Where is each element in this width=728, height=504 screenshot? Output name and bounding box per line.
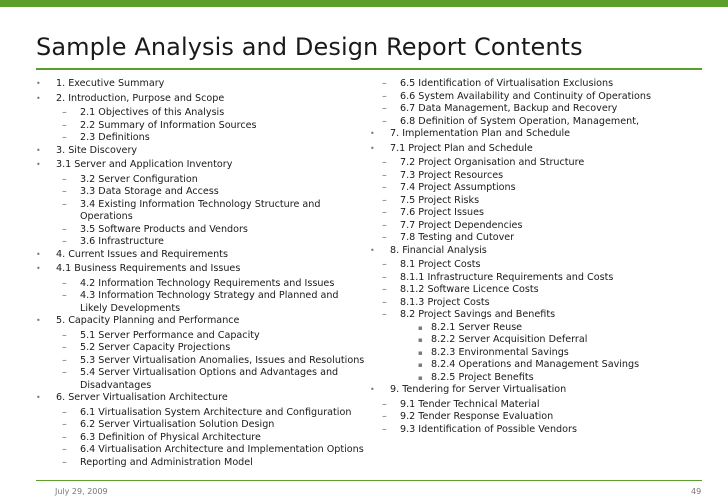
- square-bullet-icon: ▪: [418, 336, 423, 344]
- dash-icon: –: [62, 456, 67, 468]
- square-bullet-icon: ▪: [418, 348, 423, 357]
- toc-item-label: 6.6 System Availability and Continuity of Operations: [400, 90, 652, 102]
- page-number: 49: [691, 487, 702, 496]
- dash-icon: –: [382, 169, 387, 181]
- toc-item-label: 5.4 Server Virtualisation Options and Advantages and Disadvantages: [80, 367, 339, 391]
- bullet-icon: •: [36, 316, 41, 325]
- toc-item-label: 8.1 Project Costs: [400, 259, 481, 270]
- toc-item-label: 9.1 Tender Technical Material: [400, 398, 540, 410]
- dash-icon: –: [62, 367, 67, 378]
- dash-icon: –: [62, 186, 67, 197]
- toc-item-label: 8.1.2 Software Licence Costs: [400, 284, 539, 295]
- toc-item-label: 8.2.2 Server Acquisition Deferral: [431, 334, 588, 345]
- toc-item: [370, 143, 710, 156]
- toc-item-label: 7.1 Project Plan and Schedule: [390, 142, 533, 154]
- toc-item-label: 8.2 Project Savings and Benefits: [400, 309, 556, 320]
- toc-item: [370, 245, 710, 258]
- toc-item: [36, 330, 366, 343]
- toc-item: [370, 334, 710, 347]
- toc-item: [36, 199, 366, 224]
- toc-item-label: 8.2.4 Operations and Management Savings: [431, 359, 640, 370]
- toc-item: [36, 263, 366, 276]
- toc-item: [36, 78, 366, 91]
- toc-item: [370, 309, 710, 322]
- toc-item: [370, 284, 710, 297]
- toc-item-label: 4. Current Issues and Requirements: [56, 248, 228, 260]
- toc-item-label: 4.1 Business Requirements and Issues: [56, 263, 241, 274]
- bullet-icon: •: [36, 93, 41, 103]
- toc-item-label: 5.1 Server Performance and Capacity: [80, 329, 260, 341]
- toc-item-label: 9.2 Tender Response Evaluation: [400, 411, 554, 422]
- toc-item: [36, 367, 366, 392]
- page-title: Sample Analysis and Design Report Contents: [36, 33, 583, 61]
- dash-icon: –: [382, 115, 387, 127]
- toc-item-label: 2.1 Objectives of this Analysis: [80, 107, 225, 118]
- toc-item-label: 6.2 Server Virtualisation Solution Design: [80, 419, 275, 430]
- dash-icon: –: [62, 173, 67, 185]
- toc-item: [36, 159, 366, 172]
- toc-item-label: 6.3 Definition of Physical Architecture: [80, 431, 261, 443]
- toc-item: [370, 116, 710, 129]
- toc-item: [36, 145, 366, 158]
- toc-item-label: 3.4 Existing Information Technology Structure and Operations: [80, 198, 321, 222]
- toc-item: [370, 424, 710, 437]
- square-bullet-icon: ▪: [418, 361, 423, 369]
- dash-icon: –: [62, 132, 67, 143]
- toc-item: [36, 355, 366, 368]
- dash-icon: –: [382, 90, 387, 102]
- toc-item: [36, 236, 366, 249]
- toc-item-label: 8.1.3 Project Costs: [400, 296, 490, 308]
- toc-item: [370, 207, 710, 220]
- toc-item: [370, 399, 710, 412]
- toc-item-label: 2.2 Summary of Information Sources: [80, 119, 257, 131]
- toc-item: [370, 272, 710, 285]
- toc-item-label: 6.1 Virtualisation System Architecture and Configuration: [80, 406, 352, 418]
- toc-item-label: 9.3 Identification of Possible Vendors: [400, 423, 577, 435]
- toc-item-label: 6. Server Virtualisation Architecture: [56, 392, 228, 403]
- bullet-icon: •: [36, 160, 41, 169]
- dash-icon: –: [382, 411, 387, 422]
- toc-item-label: 7.7 Project Dependencies: [400, 219, 523, 231]
- contents-column-left: [36, 78, 366, 469]
- toc-item: [370, 359, 710, 372]
- dash-icon: –: [382, 284, 387, 295]
- bullet-icon: •: [370, 129, 375, 138]
- toc-item: [370, 297, 710, 310]
- title-divider: [36, 68, 702, 70]
- toc-item-label: 6.5 Identification of Virtualisation Exclusions: [400, 78, 614, 89]
- dash-icon: –: [382, 398, 387, 410]
- toc-item-label: 8.2.5 Project Benefits: [431, 371, 534, 383]
- contents-column-right: [370, 78, 710, 436]
- toc-item: [370, 384, 710, 397]
- toc-item: [36, 457, 366, 470]
- toc-item-label: 7.6 Project Issues: [400, 207, 484, 218]
- toc-item: [36, 407, 366, 420]
- toc-item-label: 1. Executive Summary: [56, 78, 165, 89]
- toc-item: [370, 195, 710, 208]
- bullet-icon: •: [36, 249, 41, 259]
- toc-item: [370, 322, 710, 335]
- toc-item-label: 7.3 Project Resources: [400, 169, 504, 181]
- toc-item: [36, 432, 366, 445]
- toc-item: [370, 157, 710, 170]
- toc-item-label: 6.7 Data Management, Backup and Recovery: [400, 103, 618, 114]
- toc-item-label: 7. Implementation Plan and Schedule: [390, 128, 571, 139]
- toc-item: [370, 182, 710, 195]
- toc-item: [36, 290, 366, 315]
- toc-item: [36, 249, 366, 262]
- toc-item-label: 8. Financial Analysis: [390, 244, 487, 256]
- contents-list-right: [370, 78, 710, 436]
- dash-icon: –: [382, 309, 387, 320]
- dash-icon: –: [62, 236, 67, 247]
- toc-item: [36, 174, 366, 187]
- toc-item: [36, 392, 366, 405]
- contents-list-left: [36, 78, 366, 469]
- toc-item-label: 8.2.3 Environmental Savings: [431, 346, 569, 358]
- dash-icon: –: [382, 296, 387, 308]
- dash-icon: –: [62, 119, 67, 131]
- dash-icon: –: [62, 198, 67, 210]
- dash-icon: –: [382, 182, 387, 193]
- toc-item: [36, 120, 366, 133]
- dash-icon: –: [382, 219, 387, 231]
- toc-item-label: 7.5 Project Risks: [400, 194, 480, 206]
- bullet-icon: •: [370, 143, 375, 153]
- toc-item: [36, 107, 366, 120]
- toc-item: [370, 347, 710, 360]
- square-bullet-icon: ▪: [418, 373, 423, 382]
- bullet-icon: •: [36, 264, 41, 273]
- dash-icon: –: [62, 354, 67, 366]
- dash-icon: –: [62, 290, 67, 301]
- dash-icon: –: [382, 157, 387, 168]
- toc-item: [370, 78, 710, 91]
- bullet-icon: •: [36, 393, 41, 402]
- dash-icon: –: [382, 423, 387, 435]
- dash-icon: –: [382, 78, 387, 89]
- footer-date: July 29, 2009: [55, 487, 108, 496]
- dash-icon: –: [62, 329, 67, 341]
- dash-icon: –: [62, 431, 67, 443]
- top-accent-bar: [0, 0, 728, 7]
- dash-icon: –: [62, 419, 67, 430]
- toc-item: [36, 342, 366, 355]
- bullet-icon: •: [370, 245, 375, 255]
- toc-item: [36, 419, 366, 432]
- dash-icon: –: [382, 232, 387, 243]
- toc-item: [370, 259, 710, 272]
- toc-item-label: 7.2 Project Organisation and Structure: [400, 157, 585, 168]
- dash-icon: –: [382, 194, 387, 206]
- toc-item: [36, 132, 366, 145]
- toc-item-label: 8.1.1 Infrastructure Requirements and Costs: [400, 271, 614, 283]
- toc-item: [36, 93, 366, 106]
- toc-item: [370, 128, 710, 141]
- toc-item-label: 5. Capacity Planning and Performance: [56, 315, 240, 326]
- toc-item-label: 4.2 Information Technology Requirements and Issues: [80, 277, 335, 289]
- toc-item: [36, 315, 366, 328]
- square-bullet-icon: ▪: [418, 323, 423, 332]
- toc-item-label: Reporting and Administration Model: [80, 456, 253, 468]
- toc-item: [370, 103, 710, 116]
- toc-item: [370, 411, 710, 424]
- toc-item: [370, 232, 710, 245]
- toc-item-label: 6.8 Definition of System Operation, Management,: [400, 115, 640, 127]
- dash-icon: –: [62, 342, 67, 353]
- toc-item-label: 3. Site Discovery: [56, 144, 138, 156]
- dash-icon: –: [62, 277, 67, 289]
- dash-icon: –: [62, 107, 67, 118]
- bullet-icon: •: [36, 145, 41, 155]
- toc-item: [36, 444, 366, 457]
- toc-item: [370, 220, 710, 233]
- toc-item-label: 3.5 Software Products and Vendors: [80, 223, 248, 235]
- dash-icon: –: [62, 223, 67, 235]
- toc-item-label: 4.3 Information Technology Strategy and Planned and Likely Developments: [80, 290, 339, 314]
- toc-item-label: 9. Tendering for Server Virtualisation: [390, 384, 567, 395]
- toc-item-label: 3.3 Data Storage and Access: [80, 186, 219, 197]
- toc-item: [36, 224, 366, 237]
- dash-icon: –: [62, 444, 67, 455]
- toc-item-label: 7.4 Project Assumptions: [400, 182, 516, 193]
- dash-icon: –: [62, 406, 67, 418]
- toc-item-label: 2. Introduction, Purpose and Scope: [56, 92, 225, 104]
- toc-item: [36, 278, 366, 291]
- toc-item-label: 5.3 Server Virtualisation Anomalies, Issues and Resolutions: [80, 354, 365, 366]
- toc-item-label: 7.8 Testing and Cutover: [400, 232, 515, 243]
- bullet-icon: •: [36, 79, 41, 88]
- dash-icon: –: [382, 103, 387, 114]
- toc-item: [36, 186, 366, 199]
- toc-item: [370, 170, 710, 183]
- toc-item-label: 3.2 Server Configuration: [80, 173, 198, 185]
- toc-item-label: 3.1 Server and Application Inventory: [56, 159, 233, 170]
- toc-item-label: 2.3 Definitions: [80, 132, 150, 143]
- dash-icon: –: [382, 259, 387, 270]
- footer-divider: [36, 480, 702, 481]
- toc-item-label: 8.2.1 Server Reuse: [431, 321, 523, 333]
- bullet-icon: •: [370, 385, 375, 394]
- toc-item-label: 5.2 Server Capacity Projections: [80, 342, 231, 353]
- toc-item-label: 6.4 Virtualisation Architecture and Implementation Options: [80, 444, 364, 455]
- toc-item-label: 3.6 Infrastructure: [80, 236, 164, 247]
- dash-icon: –: [382, 207, 387, 218]
- dash-icon: –: [382, 271, 387, 283]
- toc-item: [370, 372, 710, 385]
- toc-item: [370, 91, 710, 104]
